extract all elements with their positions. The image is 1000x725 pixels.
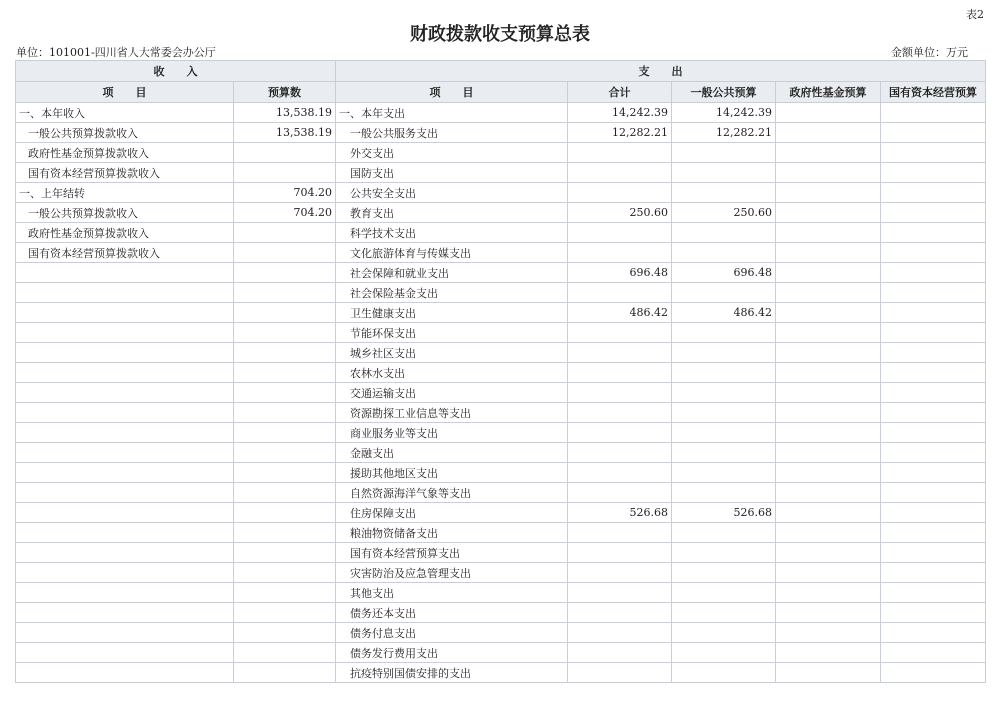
income-value-cell xyxy=(234,263,336,283)
table-row xyxy=(16,583,986,603)
table-row xyxy=(16,503,986,523)
table-row xyxy=(16,323,986,343)
expense-header: 支 出 xyxy=(336,61,986,82)
income-item-cell xyxy=(16,443,234,463)
income-item-cell xyxy=(16,323,234,343)
income-item-cell xyxy=(16,503,234,523)
income-item-cell xyxy=(16,603,234,623)
total-cell xyxy=(568,443,672,463)
table-row xyxy=(16,103,986,123)
table-row xyxy=(16,203,986,223)
state-capital-cell xyxy=(881,263,986,283)
income-item-cell xyxy=(16,423,234,443)
general-budget-cell xyxy=(672,143,776,163)
income-item-cell xyxy=(16,483,234,503)
expense-item-cell: 债务还本支出 xyxy=(336,603,568,623)
state-capital-cell xyxy=(881,343,986,363)
state-capital-cell xyxy=(881,643,986,663)
total-cell: 526.68 xyxy=(568,503,672,523)
state-capital-cell xyxy=(881,543,986,563)
state-capital-cell xyxy=(881,623,986,643)
income-value-cell xyxy=(234,463,336,483)
expense-item-cell: 抗疫特别国债安排的支出 xyxy=(336,663,568,683)
income-value-cell xyxy=(234,503,336,523)
table-row xyxy=(16,463,986,483)
general-budget-cell: 696.48 xyxy=(672,263,776,283)
table-row xyxy=(16,343,986,363)
state-capital-cell xyxy=(881,203,986,223)
expense-item-cell: 金融支出 xyxy=(336,443,568,463)
income-item-header: 项 目 xyxy=(16,82,234,103)
total-cell: 14,242.39 xyxy=(568,103,672,123)
total-cell: 250.60 xyxy=(568,203,672,223)
general-budget-cell xyxy=(672,543,776,563)
table-row xyxy=(16,483,986,503)
total-cell xyxy=(568,143,672,163)
table-row xyxy=(16,243,986,263)
general-budget-cell xyxy=(672,343,776,363)
income-item-cell xyxy=(16,543,234,563)
expense-item-cell: 城乡社区支出 xyxy=(336,343,568,363)
general-budget-cell xyxy=(672,183,776,203)
total-cell xyxy=(568,343,672,363)
expense-item-cell: 卫生健康支出 xyxy=(336,303,568,323)
total-cell xyxy=(568,643,672,663)
gov-fund-cell xyxy=(776,563,881,583)
income-item-cell xyxy=(16,343,234,363)
income-value-cell: 13,538.19 xyxy=(234,123,336,143)
general-budget-cell: 486.42 xyxy=(672,303,776,323)
income-value-cell xyxy=(234,423,336,443)
state-capital-cell xyxy=(881,503,986,523)
table-row xyxy=(16,523,986,543)
table-row xyxy=(16,183,986,203)
state-capital-cell xyxy=(881,443,986,463)
table-row xyxy=(16,643,986,663)
income-item-cell xyxy=(16,383,234,403)
state-capital-cell xyxy=(881,563,986,583)
income-item-cell xyxy=(16,623,234,643)
state-capital-cell xyxy=(881,463,986,483)
total-cell xyxy=(568,183,672,203)
income-item-cell xyxy=(16,403,234,423)
general-budget-cell xyxy=(672,223,776,243)
gov-fund-cell xyxy=(776,483,881,503)
expense-item-cell: 资源勘探工业信息等支出 xyxy=(336,403,568,423)
gov-fund-cell xyxy=(776,263,881,283)
general-budget-cell xyxy=(672,523,776,543)
income-value-cell xyxy=(234,143,336,163)
total-cell xyxy=(568,523,672,543)
money-unit-label: 金额单位：万元 xyxy=(891,46,968,59)
gov-fund-cell xyxy=(776,643,881,663)
general-budget-cell: 250.60 xyxy=(672,203,776,223)
general-budget-cell: 14,242.39 xyxy=(672,103,776,123)
income-value-cell xyxy=(234,223,336,243)
state-capital-cell xyxy=(881,403,986,423)
state-capital-cell xyxy=(881,123,986,143)
income-item-cell xyxy=(16,263,234,283)
state-capital-cell xyxy=(881,423,986,443)
table-row xyxy=(16,363,986,383)
income-item-cell xyxy=(16,663,234,683)
total-cell xyxy=(568,463,672,483)
table-row xyxy=(16,623,986,643)
gov-fund-cell xyxy=(776,443,881,463)
income-item-cell xyxy=(16,583,234,603)
total-cell: 696.48 xyxy=(568,263,672,283)
general-budget-cell xyxy=(672,623,776,643)
gov-fund-cell xyxy=(776,143,881,163)
total-cell xyxy=(568,563,672,583)
income-item-cell: 一般公共预算拨款收入 xyxy=(16,123,234,143)
income-item-cell xyxy=(16,363,234,383)
total-cell xyxy=(568,163,672,183)
table-row xyxy=(16,263,986,283)
expense-item-cell: 科学技术支出 xyxy=(336,223,568,243)
general-budget-cell xyxy=(672,583,776,603)
expense-item-cell: 国有资本经营预算支出 xyxy=(336,543,568,563)
total-cell xyxy=(568,323,672,343)
income-value-cell xyxy=(234,303,336,323)
table-row xyxy=(16,423,986,443)
income-item-cell xyxy=(16,303,234,323)
gov-fund-cell xyxy=(776,623,881,643)
expense-item-cell: 交通运输支出 xyxy=(336,383,568,403)
expense-item-cell: 粮油物资储备支出 xyxy=(336,523,568,543)
general-budget-header: 一般公共预算 xyxy=(672,82,776,103)
gov-fund-cell xyxy=(776,223,881,243)
expense-item-cell: 国防支出 xyxy=(336,163,568,183)
state-capital-cell xyxy=(881,143,986,163)
general-budget-cell xyxy=(672,383,776,403)
income-item-cell: 国有资本经营预算拨款收入 xyxy=(16,163,234,183)
gov-fund-cell xyxy=(776,383,881,403)
table-row xyxy=(16,563,986,583)
table-row xyxy=(16,403,986,423)
income-value-cell xyxy=(234,583,336,603)
expense-item-cell: 商业服务业等支出 xyxy=(336,423,568,443)
general-budget-cell xyxy=(672,243,776,263)
gov-fund-cell xyxy=(776,323,881,343)
income-value-cell: 704.20 xyxy=(234,203,336,223)
income-value-cell xyxy=(234,363,336,383)
expense-item-cell: 公共安全支出 xyxy=(336,183,568,203)
general-budget-cell xyxy=(672,483,776,503)
gov-fund-cell xyxy=(776,363,881,383)
general-budget-cell xyxy=(672,603,776,623)
expense-item-cell: 文化旅游体育与传媒支出 xyxy=(336,243,568,263)
state-capital-cell xyxy=(881,103,986,123)
general-budget-cell xyxy=(672,283,776,303)
income-value-cell xyxy=(234,383,336,403)
general-budget-cell xyxy=(672,463,776,483)
table-row xyxy=(16,163,986,183)
income-item-cell: 国有资本经营预算拨款收入 xyxy=(16,243,234,263)
income-item-cell xyxy=(16,563,234,583)
general-budget-cell xyxy=(672,663,776,683)
state-capital-cell xyxy=(881,283,986,303)
total-cell xyxy=(568,663,672,683)
state-capital-cell xyxy=(881,323,986,343)
income-value-cell xyxy=(234,163,336,183)
general-budget-cell xyxy=(672,643,776,663)
expense-item-cell: 援助其他地区支出 xyxy=(336,463,568,483)
income-value-cell xyxy=(234,663,336,683)
income-value-cell xyxy=(234,623,336,643)
income-value-cell xyxy=(234,243,336,263)
gov-fund-cell xyxy=(776,163,881,183)
gov-fund-cell xyxy=(776,243,881,263)
expense-item-cell: 灾害防治及应急管理支出 xyxy=(336,563,568,583)
state-capital-cell xyxy=(881,383,986,403)
income-value-cell xyxy=(234,403,336,423)
total-cell xyxy=(568,283,672,303)
gov-fund-cell xyxy=(776,123,881,143)
income-value-cell xyxy=(234,543,336,563)
expense-item-cell: 教育支出 xyxy=(336,203,568,223)
table-row xyxy=(16,123,986,143)
gov-fund-cell xyxy=(776,663,881,683)
gov-fund-cell xyxy=(776,503,881,523)
income-value-cell xyxy=(234,323,336,343)
total-cell xyxy=(568,603,672,623)
expense-item-cell: 社会保障和就业支出 xyxy=(336,263,568,283)
table-row xyxy=(16,383,986,403)
income-value-cell xyxy=(234,523,336,543)
total-cell: 486.42 xyxy=(568,303,672,323)
gov-fund-cell xyxy=(776,603,881,623)
general-budget-cell xyxy=(672,163,776,183)
table-row xyxy=(16,283,986,303)
total-cell xyxy=(568,223,672,243)
expense-item-cell: 农林水支出 xyxy=(336,363,568,383)
expense-item-cell: 其他支出 xyxy=(336,583,568,603)
gov-fund-cell xyxy=(776,203,881,223)
total-cell xyxy=(568,543,672,563)
income-value-cell xyxy=(234,343,336,363)
table-row xyxy=(16,663,986,683)
total-cell xyxy=(568,483,672,503)
total-header: 合计 xyxy=(568,82,672,103)
total-cell xyxy=(568,383,672,403)
total-cell xyxy=(568,243,672,263)
gov-fund-header: 政府性基金预算 xyxy=(776,82,881,103)
sheet-tag: 表2 xyxy=(966,8,984,21)
income-item-cell: 一、上年结转 xyxy=(16,183,234,203)
expense-item-cell: 节能环保支出 xyxy=(336,323,568,343)
table-row xyxy=(16,143,986,163)
general-budget-cell xyxy=(672,363,776,383)
expense-item-header: 项 目 xyxy=(336,82,568,103)
state-capital-cell xyxy=(881,483,986,503)
general-budget-cell xyxy=(672,403,776,423)
unit-label: 单位：101001-四川省人大常委会办公厅 xyxy=(16,46,216,59)
gov-fund-cell xyxy=(776,543,881,563)
table-row xyxy=(16,543,986,563)
state-capital-cell xyxy=(881,183,986,203)
state-capital-cell xyxy=(881,243,986,263)
income-item-cell xyxy=(16,283,234,303)
income-value-cell: 13,538.19 xyxy=(234,103,336,123)
general-budget-cell: 526.68 xyxy=(672,503,776,523)
state-capital-cell xyxy=(881,663,986,683)
state-capital-cell xyxy=(881,523,986,543)
total-cell xyxy=(568,583,672,603)
state-capital-cell xyxy=(881,223,986,243)
gov-fund-cell xyxy=(776,423,881,443)
page-title: 财政拨款收支预算总表 xyxy=(410,24,590,45)
state-capital-header: 国有资本经营预算 xyxy=(881,82,986,103)
total-cell xyxy=(568,623,672,643)
expense-item-cell: 一般公共服务支出 xyxy=(336,123,568,143)
total-cell xyxy=(568,403,672,423)
general-budget-cell xyxy=(672,323,776,343)
state-capital-cell xyxy=(881,303,986,323)
table-row xyxy=(16,443,986,463)
state-capital-cell xyxy=(881,163,986,183)
income-item-cell xyxy=(16,643,234,663)
income-value-cell xyxy=(234,283,336,303)
income-value-cell xyxy=(234,443,336,463)
state-capital-cell xyxy=(881,363,986,383)
budget-table xyxy=(15,60,986,683)
income-value-cell xyxy=(234,643,336,663)
expense-item-cell: 债务付息支出 xyxy=(336,623,568,643)
income-budget-header: 预算数 xyxy=(234,82,336,103)
income-value-cell xyxy=(234,603,336,623)
income-value-cell xyxy=(234,483,336,503)
income-header: 收 入 xyxy=(16,61,336,82)
general-budget-cell xyxy=(672,443,776,463)
expense-item-cell: 一、本年支出 xyxy=(336,103,568,123)
general-budget-cell xyxy=(672,563,776,583)
expense-item-cell: 住房保障支出 xyxy=(336,503,568,523)
gov-fund-cell xyxy=(776,303,881,323)
table-row xyxy=(16,223,986,243)
state-capital-cell xyxy=(881,603,986,623)
table-body xyxy=(16,103,986,683)
total-cell xyxy=(568,423,672,443)
income-item-cell: 一般公共预算拨款收入 xyxy=(16,203,234,223)
general-budget-cell: 12,282.21 xyxy=(672,123,776,143)
gov-fund-cell xyxy=(776,103,881,123)
income-item-cell: 政府性基金预算拨款收入 xyxy=(16,143,234,163)
expense-item-cell: 外交支出 xyxy=(336,143,568,163)
income-value-cell: 704.20 xyxy=(234,183,336,203)
state-capital-cell xyxy=(881,583,986,603)
gov-fund-cell xyxy=(776,523,881,543)
gov-fund-cell xyxy=(776,403,881,423)
income-item-cell xyxy=(16,463,234,483)
total-cell: 12,282.21 xyxy=(568,123,672,143)
expense-item-cell: 社会保险基金支出 xyxy=(336,283,568,303)
gov-fund-cell xyxy=(776,583,881,603)
income-value-cell xyxy=(234,563,336,583)
table-row xyxy=(16,303,986,323)
expense-item-cell: 自然资源海洋气象等支出 xyxy=(336,483,568,503)
gov-fund-cell xyxy=(776,183,881,203)
gov-fund-cell xyxy=(776,343,881,363)
income-item-cell xyxy=(16,523,234,543)
table-row xyxy=(16,603,986,623)
expense-item-cell: 债务发行费用支出 xyxy=(336,643,568,663)
income-item-cell: 政府性基金预算拨款收入 xyxy=(16,223,234,243)
gov-fund-cell xyxy=(776,463,881,483)
total-cell xyxy=(568,363,672,383)
gov-fund-cell xyxy=(776,283,881,303)
income-item-cell: 一、本年收入 xyxy=(16,103,234,123)
general-budget-cell xyxy=(672,423,776,443)
